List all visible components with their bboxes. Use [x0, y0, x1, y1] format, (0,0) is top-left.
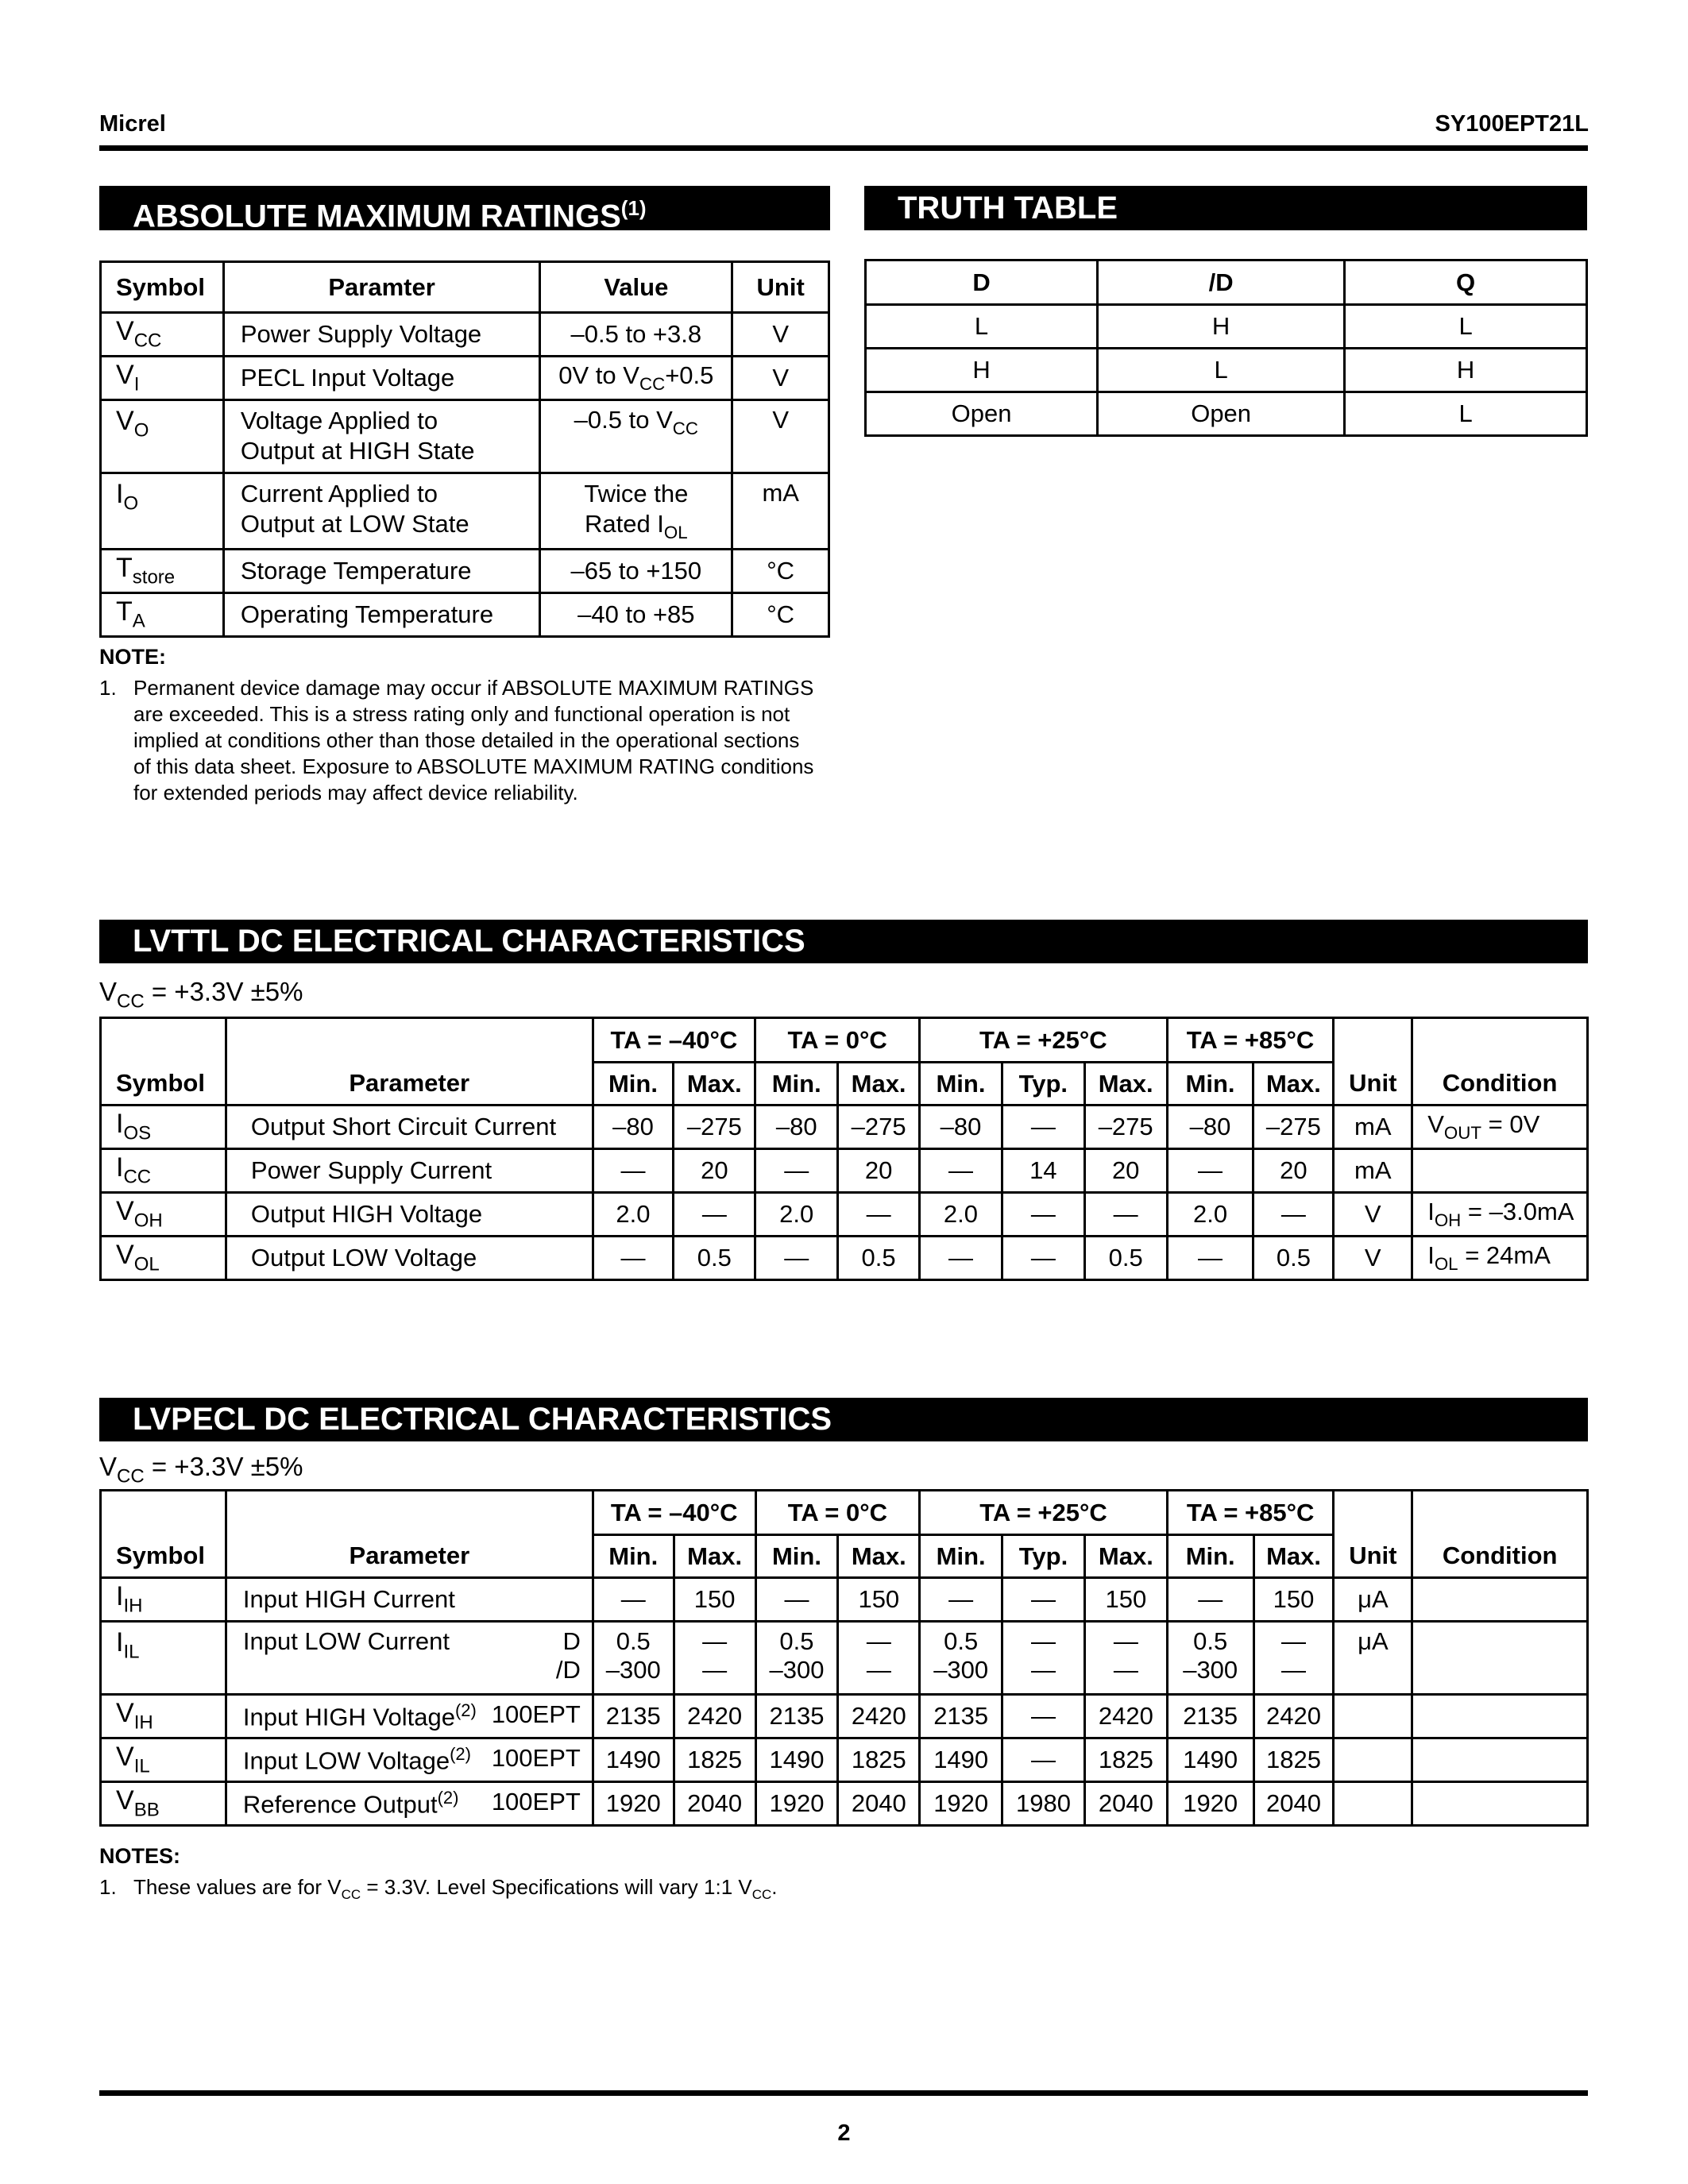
lvttl-temp-header-row: [101, 1018, 1588, 1063]
param-cell: Output HIGH Voltage: [226, 1193, 593, 1237]
value-cell: 0.5 –300: [593, 1622, 674, 1695]
param-cell: Input LOW Voltage$^{(2)}$ 100EPT: [226, 1738, 593, 1782]
value-cell: –80: [920, 1106, 1002, 1149]
lvpecl-title-bar: [99, 1398, 1588, 1441]
value-cell: –65 to +150: [540, 549, 732, 592]
symbol-cell: $I_O$: [101, 473, 224, 550]
unit-cell: mA: [1334, 1106, 1412, 1149]
value-cell: 0.5: [1084, 1237, 1167, 1280]
lvpecl-table: [99, 1489, 1589, 1827]
symbol-cell: $V_{BB}$: [101, 1782, 226, 1826]
sub-header: Min.: [1167, 1063, 1253, 1106]
table-cell: L: [1098, 349, 1345, 392]
value-cell: 2420: [1084, 1695, 1167, 1738]
value-cell: 0.5 –300: [755, 1622, 838, 1695]
lvttl-title: LVTTL DC ELECTRICAL CHARACTERISTICS: [133, 924, 805, 959]
symbol-cell: $I_{IL}$: [101, 1622, 226, 1695]
value-cell: —: [674, 1193, 755, 1237]
col-symbol: Symbol: [101, 262, 224, 313]
value-cell: —: [1002, 1193, 1084, 1237]
value-cell: 2.0: [920, 1193, 1002, 1237]
lvpecl-temp-header-row: [101, 1491, 1588, 1535]
value-cell: —: [755, 1578, 838, 1622]
lvttl-table: [99, 1017, 1589, 1281]
sub-header: Max.: [1253, 1535, 1334, 1578]
value-cell: 2135: [920, 1695, 1002, 1738]
abs-max-table: [99, 260, 830, 638]
col-condition: Condition: [1412, 1491, 1588, 1578]
value-cell: 20: [838, 1149, 920, 1193]
table-row: [866, 392, 1587, 436]
col-value: Value: [540, 262, 732, 313]
abs-max-title-bar: [99, 186, 830, 234]
value-cell: 2.0: [593, 1193, 674, 1237]
value-cell: 0.5 –300: [920, 1622, 1002, 1695]
value-cell: — —: [674, 1622, 755, 1695]
param-cell: Power Supply Current: [226, 1149, 593, 1193]
sub-header: Min.: [593, 1063, 674, 1106]
unit-cell: V: [1334, 1237, 1412, 1280]
value-cell: —: [920, 1149, 1002, 1193]
value-cell: 20: [1253, 1149, 1334, 1193]
sub-header: Typ.: [1002, 1063, 1084, 1106]
value-cell: 0.5: [838, 1237, 920, 1280]
unit-cell: V: [732, 313, 829, 357]
symbol-cell: $V_{CC}$: [101, 313, 224, 357]
value-cell: –275: [1084, 1106, 1167, 1149]
unit-cell: V: [732, 357, 829, 400]
col-q: Q: [1345, 260, 1587, 305]
lvpecl-notes-title: NOTES:: [99, 1844, 181, 1868]
value-cell: 0.5: [1253, 1237, 1334, 1280]
sub-header: Min.: [1167, 1535, 1253, 1578]
value-cell: 1825: [1084, 1738, 1167, 1782]
unit-cell: μA: [1334, 1622, 1412, 1695]
value-cell: 20: [674, 1149, 755, 1193]
col-condition: Condition: [1412, 1018, 1588, 1106]
condition-cell: $I_{OH} = -3.0mA$: [1412, 1193, 1588, 1237]
abs-max-note-title: NOTE:: [99, 645, 166, 669]
lvpecl-note-text: These values are for $V_{CC} = 3.3V$. Level Specifications will vary 1:1 $V_{CC}$.: [133, 1875, 778, 1902]
table-row: [101, 1149, 1588, 1193]
table-row: [101, 357, 829, 400]
value-cell: 1490: [755, 1738, 838, 1782]
table-row: [101, 1695, 1588, 1738]
sub-header: Min.: [755, 1063, 838, 1106]
symbol-cell: $V_I$: [101, 357, 224, 400]
temp-group-header: TA = +25°C: [920, 1018, 1168, 1063]
table-row: [101, 1738, 1588, 1782]
table-row: [101, 313, 829, 357]
value-cell: —: [1002, 1578, 1085, 1622]
symbol-cell: $V_{IL}$: [101, 1738, 226, 1782]
symbol-cell: $T_A$: [101, 592, 224, 636]
value-cell: —: [1253, 1193, 1334, 1237]
unit-cell: [1334, 1738, 1412, 1782]
temp-group-header: TA = –40°C: [593, 1018, 755, 1063]
col-symbol: Symbol: [101, 1491, 226, 1578]
symbol-cell: $I_{IH}$: [101, 1578, 226, 1622]
value-cell: 1920: [920, 1782, 1002, 1826]
value-cell: –80: [1167, 1106, 1253, 1149]
value-cell: –0.5 to +3.8: [540, 313, 732, 357]
value-cell: —: [755, 1237, 838, 1280]
value-cell: 2420: [838, 1695, 920, 1738]
condition-cell: [1412, 1149, 1588, 1193]
param-cell: PECL Input Voltage: [223, 357, 539, 400]
param-cell: Voltage Applied to Output at HIGH State: [223, 400, 539, 473]
value-cell: —: [1167, 1578, 1253, 1622]
sub-header: Min.: [920, 1063, 1002, 1106]
value-cell: —: [1002, 1106, 1084, 1149]
param-cell: Output Short Circuit Current: [226, 1106, 593, 1149]
value-cell: 1490: [593, 1738, 674, 1782]
lvttl-title-bar: [99, 920, 1588, 963]
value-cell: 14: [1002, 1149, 1084, 1193]
temp-group-header: TA = –40°C: [593, 1491, 755, 1535]
table-row: [101, 592, 829, 636]
unit-cell: V: [732, 400, 829, 473]
condition-cell: $V_{OUT} = 0V$: [1412, 1106, 1588, 1149]
footer-rule: [99, 2090, 1588, 2096]
unit-cell: μA: [1334, 1578, 1412, 1622]
col-symbol: Symbol: [101, 1018, 226, 1106]
part-number: SY100EPT21L: [1435, 111, 1589, 137]
value-cell: 1825: [838, 1738, 920, 1782]
value-cell: –275: [1253, 1106, 1334, 1149]
unit-cell: [1334, 1695, 1412, 1738]
value-cell: —: [1167, 1149, 1253, 1193]
table-cell: Open: [1098, 392, 1345, 436]
condition-cell: [1412, 1782, 1588, 1826]
symbol-cell: $I_{OS}$: [101, 1106, 226, 1149]
table-cell: Open: [866, 392, 1098, 436]
value-cell: –275: [674, 1106, 755, 1149]
value-cell: 2040: [1084, 1782, 1167, 1826]
value-cell: 20: [1084, 1149, 1167, 1193]
value-cell: 2040: [1253, 1782, 1334, 1826]
symbol-cell: $V_{OL}$: [101, 1237, 226, 1280]
value-cell: 0.5: [674, 1237, 755, 1280]
table-row: [101, 1193, 1588, 1237]
value-cell: —: [920, 1578, 1002, 1622]
symbol-cell: $V_{OH}$: [101, 1193, 226, 1237]
value-cell: –40 to +85: [540, 592, 732, 636]
param-cell: Input LOW Current D /D: [226, 1622, 593, 1695]
abs-max-note-text: Permanent device damage may occur if ABSOLUTE MAXIMUM RATINGS are exceeded. This is a stress rating only and functional operation is not implied at conditions other than those detailed in the operational sections of this data sheet. Exposure to ABSOLUTE MAXIMUM RATING conditions for extended periods may affect device reliability.: [133, 676, 814, 805]
value-cell: —: [755, 1149, 838, 1193]
value-cell: 2040: [674, 1782, 755, 1826]
sub-header: Max.: [1084, 1535, 1167, 1578]
value-cell: —: [838, 1193, 920, 1237]
unit-cell: °C: [732, 592, 829, 636]
symbol-cell: $V_{IH}$: [101, 1695, 226, 1738]
condition-cell: [1412, 1738, 1588, 1782]
temp-group-header: TA = 0°C: [755, 1491, 920, 1535]
col-unit: Unit: [1334, 1491, 1412, 1578]
value-cell: 2.0: [755, 1193, 838, 1237]
sub-header: Max.: [674, 1063, 755, 1106]
col-unit: Unit: [1334, 1018, 1412, 1106]
col-parameter: Parameter: [226, 1018, 593, 1106]
abs-max-title: ABSOLUTE MAXIMUM RATINGS: [133, 199, 621, 234]
table-row: [101, 1106, 1588, 1149]
value-cell: 2.0: [1167, 1193, 1253, 1237]
lvpecl-title: LVPECL DC ELECTRICAL CHARACTERISTICS: [133, 1402, 832, 1437]
value-cell: 1980: [1002, 1782, 1085, 1826]
sub-header: Max.: [838, 1535, 920, 1578]
symbol-cell: $I_{CC}$: [101, 1149, 226, 1193]
col-param: Paramter: [223, 262, 539, 313]
symbol-cell: $T_{store}$: [101, 549, 224, 592]
table-row: [101, 1237, 1588, 1280]
value-cell: –0.5 to $V_{CC}$: [540, 400, 732, 473]
value-cell: 1920: [1167, 1782, 1253, 1826]
value-cell: 2135: [593, 1695, 674, 1738]
value-cell: —: [1084, 1193, 1167, 1237]
value-cell: –80: [755, 1106, 838, 1149]
truth-table: [864, 259, 1588, 437]
symbol-cell: $V_O$: [101, 400, 224, 473]
header-rule: [99, 145, 1588, 151]
value-cell: — —: [1002, 1622, 1085, 1695]
temp-group-header: TA = +85°C: [1167, 1018, 1334, 1063]
sub-header: Max.: [1084, 1063, 1167, 1106]
value-cell: 2135: [755, 1695, 838, 1738]
sub-header: Min.: [593, 1535, 674, 1578]
condition-cell: $I_{OL} = 24mA$: [1412, 1237, 1588, 1280]
value-cell: 2420: [1253, 1695, 1334, 1738]
value-cell: 1490: [1167, 1738, 1253, 1782]
table-row: [866, 349, 1587, 392]
col-unit: Unit: [732, 262, 829, 313]
sub-header: Typ.: [1002, 1535, 1085, 1578]
temp-group-header: TA = +85°C: [1167, 1491, 1334, 1535]
table-cell: L: [1345, 392, 1587, 436]
value-cell: —: [593, 1237, 674, 1280]
table-row: [101, 1622, 1588, 1695]
abs-max-header-row: [101, 262, 829, 313]
unit-cell: mA: [732, 473, 829, 550]
truth-header-row: [866, 260, 1587, 305]
value-cell: 2040: [838, 1782, 920, 1826]
truth-table-title: TRUTH TABLE: [898, 191, 1118, 226]
temp-group-header: TA = 0°C: [755, 1018, 920, 1063]
value-cell: 0.5 –300: [1167, 1622, 1253, 1695]
table-cell: L: [1345, 305, 1587, 349]
value-cell: —: [1002, 1237, 1084, 1280]
sub-header: Max.: [838, 1063, 920, 1106]
value-cell: — —: [1084, 1622, 1167, 1695]
sub-header: Max.: [1253, 1063, 1334, 1106]
sub-header: Max.: [674, 1535, 755, 1578]
col-parameter: Parameter: [226, 1491, 593, 1578]
table-row: [101, 473, 829, 550]
lvpecl-vcc-condition: $V_{CC} = +3.3V \pm 5\%$: [99, 1452, 303, 1488]
unit-cell: [1334, 1782, 1412, 1826]
value-cell: 2420: [674, 1695, 755, 1738]
table-row: [101, 1578, 1588, 1622]
sub-header: Min.: [920, 1535, 1002, 1578]
value-cell: –275: [838, 1106, 920, 1149]
unit-cell: V: [1334, 1193, 1412, 1237]
value-cell: 150: [838, 1578, 920, 1622]
value-cell: 150: [1084, 1578, 1167, 1622]
param-cell: Output LOW Voltage: [226, 1237, 593, 1280]
abs-max-note-num: 1.: [99, 676, 117, 700]
condition-cell: [1412, 1695, 1588, 1738]
sub-header: Min.: [755, 1535, 838, 1578]
param-cell: Input HIGH Current: [226, 1578, 593, 1622]
value-cell: 1920: [593, 1782, 674, 1826]
value-cell: —: [593, 1149, 674, 1193]
condition-cell: [1412, 1622, 1588, 1695]
value-cell: 1490: [920, 1738, 1002, 1782]
value-cell: — —: [1253, 1622, 1334, 1695]
param-cell: Reference Output$^{(2)}$ 100EPT: [226, 1782, 593, 1826]
param-cell: Storage Temperature: [223, 549, 539, 592]
abs-max-title-sup: (1): [620, 196, 647, 220]
table-row: [101, 549, 829, 592]
company-name: Micrel: [99, 111, 166, 137]
value-cell: 1920: [755, 1782, 838, 1826]
unit-cell: °C: [732, 549, 829, 592]
table-row: [866, 305, 1587, 349]
table-cell: L: [866, 305, 1098, 349]
table-cell: H: [1345, 349, 1587, 392]
temp-group-header: TA = +25°C: [920, 1491, 1168, 1535]
value-cell: —: [1167, 1237, 1253, 1280]
value-cell: Twice the Rated $I_{OL}$: [540, 473, 732, 550]
value-cell: —: [593, 1578, 674, 1622]
param-cell: Power Supply Voltage: [223, 313, 539, 357]
table-row: [101, 1782, 1588, 1826]
value-cell: 1825: [1253, 1738, 1334, 1782]
value-cell: —: [1002, 1695, 1085, 1738]
value-cell: 2135: [1167, 1695, 1253, 1738]
unit-cell: mA: [1334, 1149, 1412, 1193]
col-nd: /D: [1098, 260, 1345, 305]
table-cell: H: [866, 349, 1098, 392]
param-cell: Current Applied to Output at LOW State: [223, 473, 539, 550]
value-cell: 150: [1253, 1578, 1334, 1622]
value-cell: 1825: [674, 1738, 755, 1782]
table-row: [101, 400, 829, 473]
value-cell: —: [1002, 1738, 1085, 1782]
condition-cell: [1412, 1578, 1588, 1622]
value-cell: — —: [838, 1622, 920, 1695]
param-cell: Input HIGH Voltage$^{(2)}$ 100EPT: [226, 1695, 593, 1738]
lvpecl-note-num: 1.: [99, 1875, 117, 1899]
value-cell: —: [920, 1237, 1002, 1280]
value-cell: –80: [593, 1106, 674, 1149]
truth-table-title-bar: [864, 186, 1587, 230]
table-cell: H: [1098, 305, 1345, 349]
value-cell: 150: [674, 1578, 755, 1622]
lvttl-vcc-condition: $V_{CC} = +3.3V \pm 5\%$: [99, 977, 303, 1013]
value-cell: 0V to $V_{CC}+0.5$: [540, 357, 732, 400]
col-d: D: [866, 260, 1098, 305]
param-cell: Operating Temperature: [223, 592, 539, 636]
page-number: 2: [837, 2120, 851, 2146]
